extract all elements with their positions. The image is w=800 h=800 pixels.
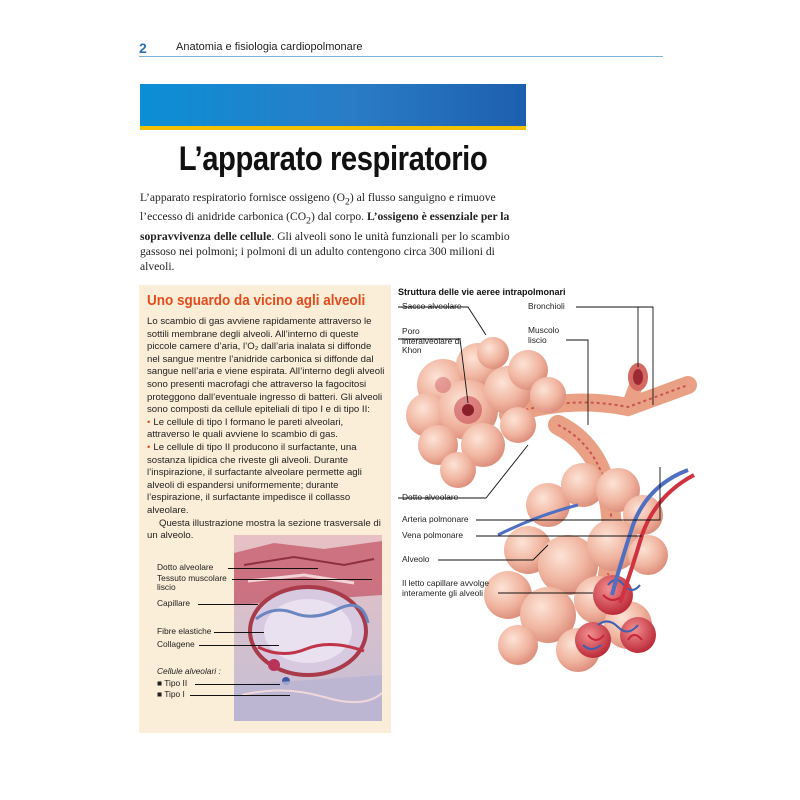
header-rule <box>139 56 663 57</box>
sidebar-title: Uno sguardo da vicino agli alveoli <box>147 292 366 309</box>
diagram-label-muscolo: Muscolo liscio <box>528 325 560 345</box>
sidebar-bullet-2: • Le cellule di tipo II producono il surfactante, una sostanza lipidica che riveste gli alveoli. Durante l’inspirazione, il surfactante alveolare permette agli alveoli di espandersi uniformemente; durante l’espirazione, il surfactante impedisce il collasso alveolare. <box>147 442 385 518</box>
inset-label-tipo1: ■ Tipo I <box>157 689 185 699</box>
diagram-label-poro: Poro interalveolare di Khon <box>402 326 462 355</box>
alveolus-section-illustration <box>234 535 382 721</box>
sidebar-para-2: Questa illustrazione mostra la sezione trasversale di un alveolo. <box>147 517 381 542</box>
inset-label-cellule: Cellule alveolari : <box>157 666 221 676</box>
diagram-label-letto: Il letto capillare avvolge interamente gli alveoli <box>402 578 490 598</box>
leader-line <box>198 604 258 605</box>
sidebar-para-1: Lo scambio di gas avviene rapidamente attraverso le sottili membrane degli alveoli. All’interno di queste piccole camere d’aria, l’O₂ dall’aria inalata si diffonde nel sangue mentre l’anidride carbonica si diffonde dal sangue nell’aria e viene espirata. All’interno degli alveoli sono presenti macrofagi che attraverso la fagocitosi proteggono dall’eventuale ingresso di batteri. Gli alveoli sono composti da cellule epiteliali di tipo I e di tipo II: <box>147 316 385 416</box>
intro-bold: L’ossigeno è essenziale per la sopravvivenza delle cellule <box>140 210 510 243</box>
leader-line <box>195 684 280 685</box>
title-banner <box>140 84 526 126</box>
intro-text-3: ) dal corpo. <box>310 210 367 224</box>
inset-label-fibre: Fibre elastiche <box>157 626 212 636</box>
page-title: L’apparato respiratorio <box>178 140 488 178</box>
inset-label-tessuto: Tessuto muscolare liscio <box>157 573 227 592</box>
intro-sub-1: 2 <box>344 196 350 208</box>
diagram-label-arteria: Arteria polmonare <box>402 514 469 524</box>
sidebar-bullet-1: • Le cellule di tipo I formano le pareti alveolari, attraverso le quali avviene lo scambio di gas. <box>147 417 385 442</box>
diagram-label-dotto: Dotto alveolare <box>402 492 459 502</box>
page-number: 2 <box>139 40 147 56</box>
sidebar-text <box>147 316 385 543</box>
diagram-label-bronchioli: Bronchioli <box>528 301 565 311</box>
leader-line <box>190 695 290 696</box>
intro-paragraph <box>140 190 528 274</box>
intro-text-1: L’apparato respiratorio fornisce ossigeno (O <box>140 191 345 204</box>
inset-label-dotto: Dotto alveolare <box>157 562 214 572</box>
running-head: Anatomia e fisiologia cardiopolmonare <box>176 41 363 53</box>
diagram-title: Struttura delle vie aeree intrapolmonari <box>398 287 566 297</box>
leader-line <box>228 568 318 569</box>
intro-text-2: ) al flusso sanguigno e rimuove l’eccesso di anidride carbonica (CO <box>140 191 496 224</box>
inset-label-capillare: Capillare <box>157 598 191 608</box>
leader-line <box>199 645 279 646</box>
title-banner-rule <box>140 126 526 130</box>
diagram-label-alveolo: Alveolo <box>402 554 430 564</box>
leader-line <box>214 632 264 633</box>
leader-line <box>232 579 372 580</box>
inset-label-collagene: Collagene <box>157 639 195 649</box>
diagram-label-vena: Vena polmonare <box>402 530 463 540</box>
intro-text-4: . Gli alveoli sono le unità funzionali per lo scambio gassoso nei polmoni; i polmoni di un adulto contengono circa 300 milioni di alveoli. <box>140 229 510 273</box>
inset-label-tipo2: ■ Tipo II <box>157 678 188 688</box>
intro-sub-2: 2 <box>306 215 311 227</box>
diagram-label-sacco: Sacco alveolare <box>402 301 462 311</box>
